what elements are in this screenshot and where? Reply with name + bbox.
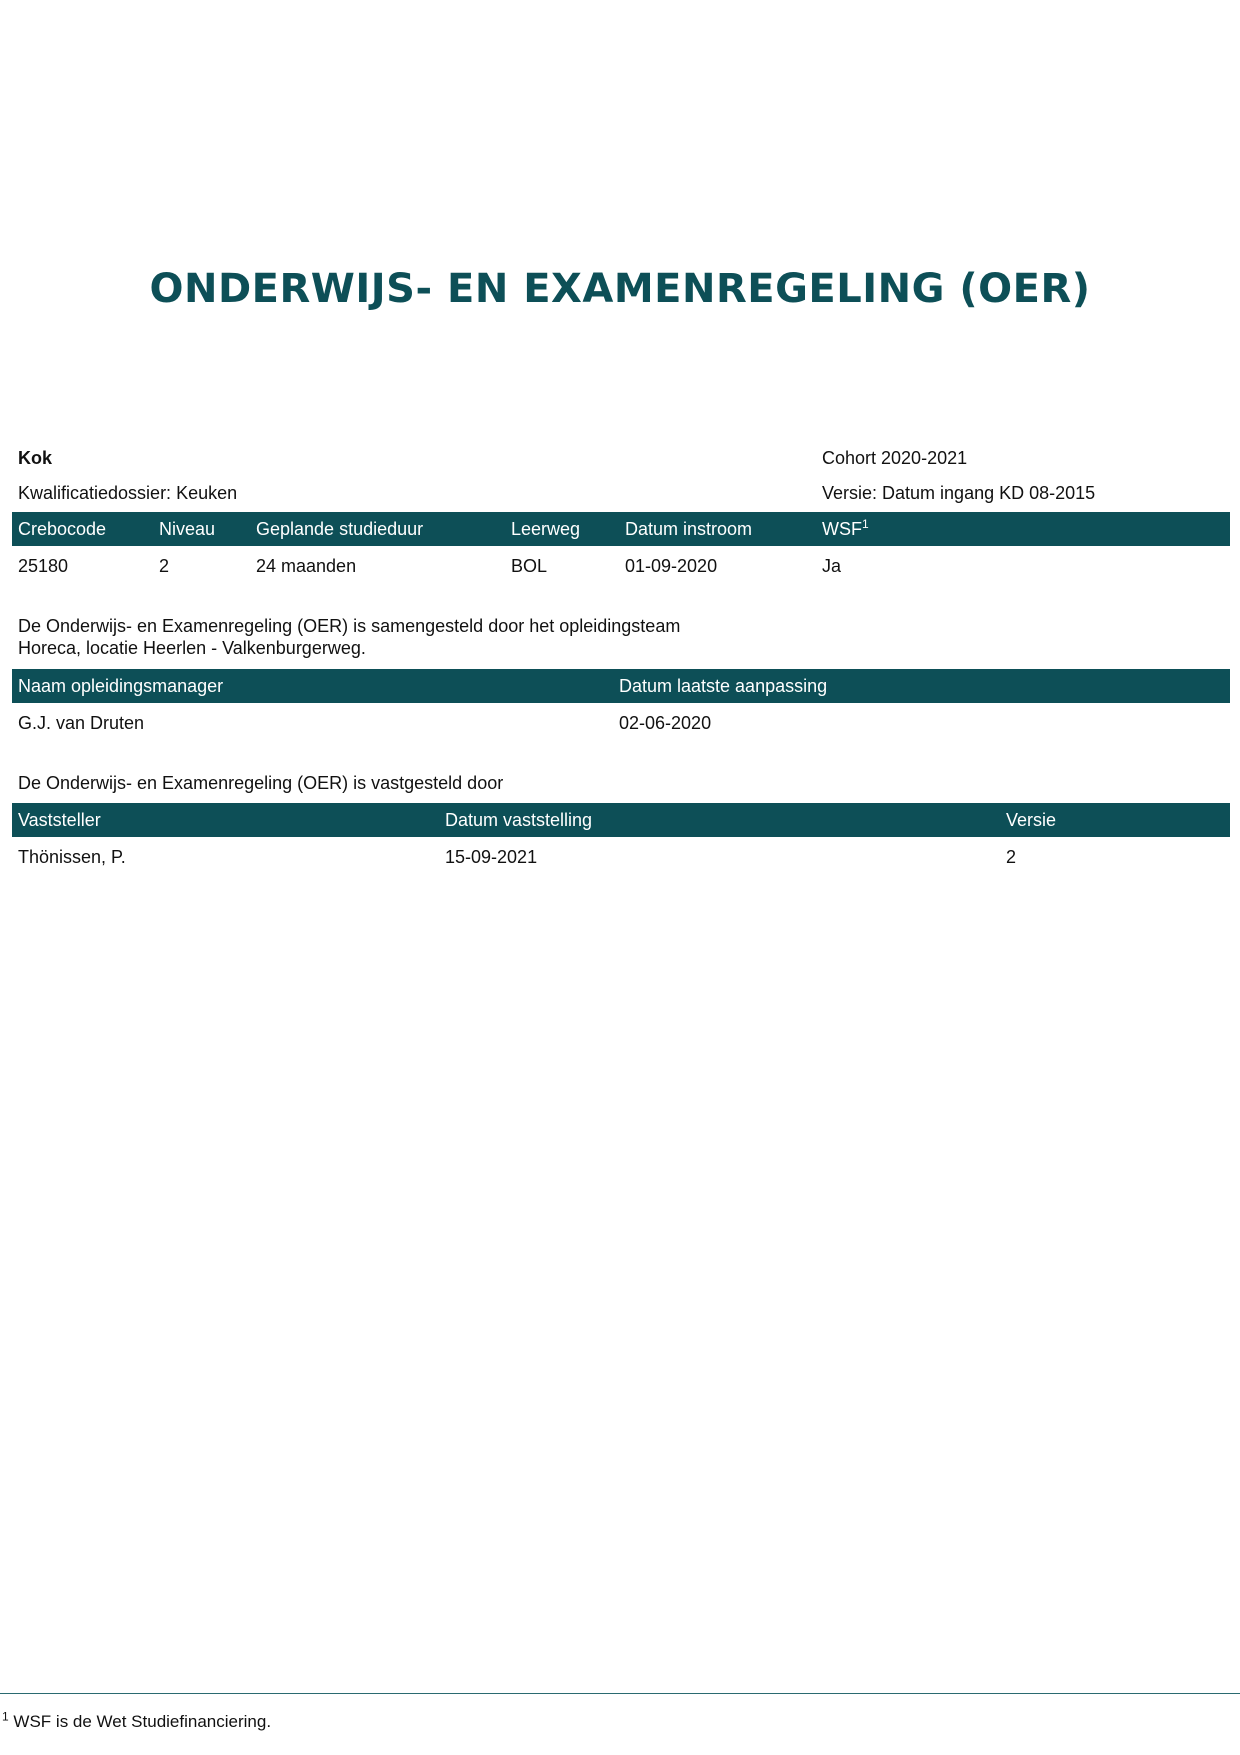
footnote-marker: 1 [862,517,869,531]
header-niveau: Niveau [159,519,216,539]
cell-studieduur: 24 maanden [256,556,357,576]
vaststelling-text: De Onderwijs- en Examenregeling (OER) is vastgesteld door [18,773,504,793]
opleiding-name: Kok [18,448,53,468]
cohort: Cohort 2020-2021 [822,448,968,468]
table1-header [12,512,1230,546]
header-crebocode: Crebocode [18,519,107,539]
table3-header [12,803,1230,837]
header-wsf: WSF$^1$ [822,517,869,539]
cell-datum-instroom: 01-09-2020 [625,556,718,576]
header-vaststeller: Vaststeller [18,810,101,830]
cell-datum-vaststelling: 15-09-2021 [445,847,538,867]
cell-vaststeller: Thönissen, P. [18,847,126,867]
cell-laatste-aanpassing: 02-06-2020 [619,713,712,733]
samenstelling-text: De Onderwijs- en Examenregeling (OER) is samengesteld door het opleidingsteam Horeca, locatie Heerlen - Valkenburgerweg. [18,616,681,658]
header-versie: Versie [1006,810,1057,830]
header-opleidingsmanager: Naam opleidingsmanager [18,676,224,696]
kwalificatiedossier: Kwalificatiedossier: Keuken [18,483,238,503]
table2-header [12,669,1230,703]
cell-wsf: Ja [822,556,842,576]
cell-opleidingsmanager: G.J. van Druten [18,713,145,733]
page-title: ONDERWIJS- EN EXAMENREGELING (OER) [149,266,1091,312]
cell-niveau: 2 [159,556,170,576]
header-leerweg: Leerweg [511,519,581,539]
header-datum-instroom: Datum instroom [625,519,753,539]
footnote-divider [0,1693,1240,1694]
header-studieduur: Geplande studieduur [256,519,424,539]
versie: Versie: Datum ingang KD 08-2015 [822,483,1096,503]
header-datum-vaststelling: Datum vaststelling [445,810,593,830]
cell-versie: 2 [1006,847,1017,867]
cell-leerweg: BOL [511,556,548,576]
footnote: $^1$ WSF is de Wet Studiefinanciering. [2,1709,272,1731]
header-laatste-aanpassing: Datum laatste aanpassing [619,676,828,696]
cell-crebocode: 25180 [18,556,69,576]
